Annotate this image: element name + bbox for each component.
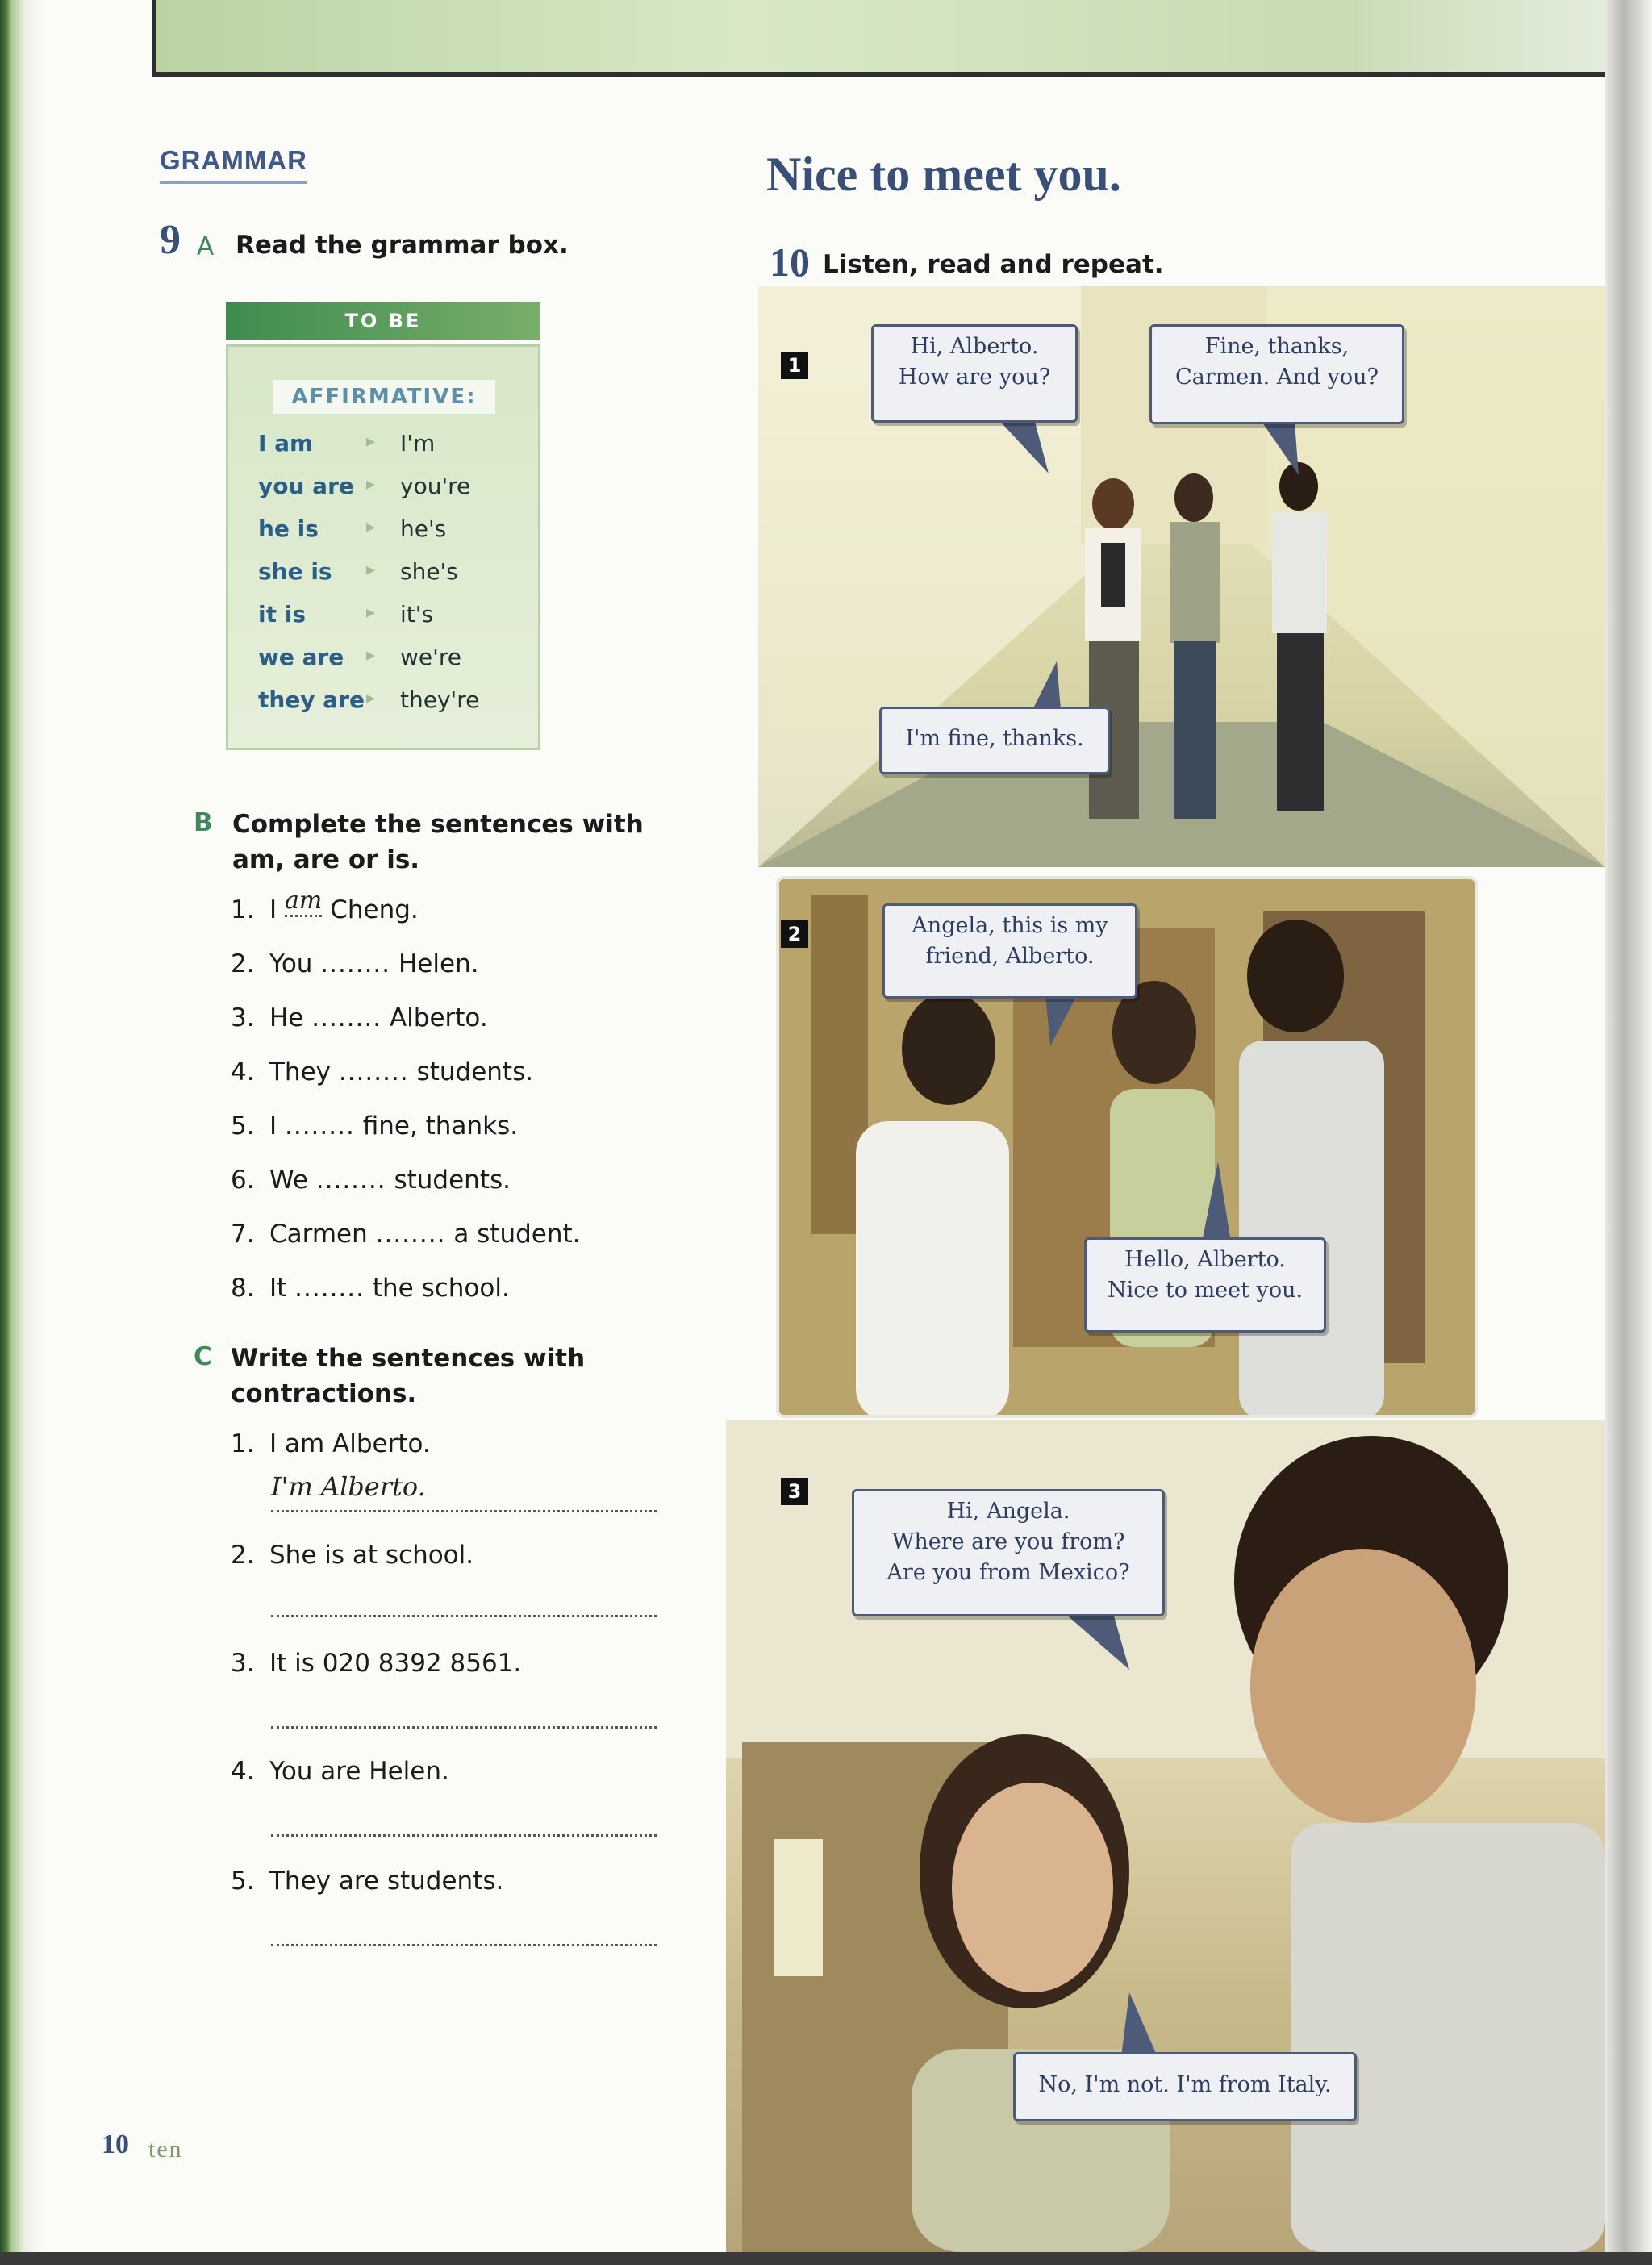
conjugation-short: he's bbox=[400, 515, 447, 542]
conjugation-full: I am bbox=[258, 430, 314, 457]
page-number-word: ten bbox=[148, 2136, 183, 2163]
speech-bubble: Fine, thanks, Carmen. And you? bbox=[1149, 324, 1404, 424]
list-item: 2. You ........ Helen. bbox=[231, 949, 479, 978]
list-item: 7. Carmen ........ a student. bbox=[231, 1220, 581, 1249]
arrow-icon: ▸ bbox=[366, 688, 376, 708]
exercise-number: 9 bbox=[160, 217, 181, 263]
grammar-box bbox=[226, 302, 540, 750]
exercise-letter: A bbox=[197, 232, 215, 261]
panel-number: 2 bbox=[781, 920, 808, 948]
conjugation-short: we're bbox=[400, 644, 461, 670]
speech-bubble: I'm fine, thanks. bbox=[879, 707, 1110, 774]
header-banner bbox=[152, 0, 1628, 77]
panel-number: 1 bbox=[781, 352, 808, 379]
conjugation-short: I'm bbox=[400, 430, 436, 457]
speech-bubble: Hi, Alberto. How are you? bbox=[871, 324, 1078, 423]
bubble-tail bbox=[1262, 423, 1303, 479]
exercise-number: 10 bbox=[770, 240, 810, 285]
arrow-icon: ▸ bbox=[366, 517, 376, 537]
handwritten-answer: am bbox=[285, 886, 322, 917]
speech-bubble: Hi, Angela. Where are you from? Are you from Mexico? bbox=[852, 1489, 1165, 1616]
bubble-tail bbox=[992, 413, 1049, 478]
conjugation-full: you are bbox=[258, 473, 354, 499]
list-item: 1. I am Alberto. bbox=[231, 1429, 431, 1458]
exercise-instruction: Write the sentences with contractions. bbox=[231, 1344, 586, 1408]
answer-line[interactable] bbox=[271, 1613, 657, 1617]
arrow-icon: ▸ bbox=[366, 645, 376, 665]
page-binding bbox=[0, 0, 42, 2265]
page-bottom-edge bbox=[0, 2252, 1652, 2265]
answer-blank[interactable]: ........ bbox=[320, 949, 391, 978]
list-item: 1. I am Cheng. bbox=[231, 886, 419, 924]
conjugation-short: she's bbox=[400, 558, 458, 585]
list-item: 3. He ........ Alberto. bbox=[231, 1003, 488, 1032]
conjugation-short: they're bbox=[400, 686, 480, 713]
exercise-letter: C bbox=[194, 1342, 212, 1371]
bubble-tail bbox=[1024, 661, 1065, 710]
answer-line[interactable] bbox=[271, 1942, 657, 1946]
conjugation-full: it is bbox=[258, 601, 306, 628]
conjugation-full: he is bbox=[258, 515, 319, 542]
handwritten-answer: I'm Alberto. bbox=[271, 1471, 426, 1502]
speech-bubble: No, I'm not. I'm from Italy. bbox=[1013, 2052, 1357, 2121]
list-item: 4. You are Helen. bbox=[231, 1757, 449, 1786]
section-title: GRAMMAR bbox=[160, 145, 307, 184]
arrow-icon: ▸ bbox=[366, 603, 376, 623]
page-title: Nice to meet you. bbox=[766, 148, 1121, 201]
bubble-tail bbox=[1121, 1992, 1162, 2057]
speech-bubble: Hello, Alberto. Nice to meet you. bbox=[1084, 1237, 1326, 1333]
answer-blank[interactable]: ........ bbox=[294, 1274, 365, 1303]
bubble-tail bbox=[1065, 1613, 1137, 1674]
conjugation-full: they are bbox=[258, 686, 365, 713]
list-item: 2. She is at school. bbox=[231, 1541, 474, 1570]
exercise-instruction: Read the grammar box. bbox=[236, 231, 569, 260]
answer-line[interactable] bbox=[271, 1833, 657, 1837]
conjugation-short: you're bbox=[400, 473, 471, 499]
panel-number: 3 bbox=[781, 1478, 808, 1505]
list-item: 4. They ........ students. bbox=[231, 1057, 534, 1087]
answer-blank[interactable]: ........ bbox=[315, 1166, 386, 1195]
exercise-letter: B bbox=[194, 808, 213, 837]
page-number: 10 bbox=[102, 2129, 129, 2159]
list-item: 3. It is 020 8392 8561. bbox=[231, 1649, 522, 1678]
exercise-instruction: Listen, read and repeat. bbox=[823, 250, 1164, 279]
grammar-box-subtitle: AFFIRMATIVE: bbox=[273, 380, 495, 414]
answer-blank[interactable]: ........ bbox=[311, 1003, 382, 1032]
answer-line[interactable] bbox=[271, 1508, 657, 1512]
grammar-box-title: TO BE bbox=[226, 302, 540, 340]
speech-bubble: Angela, this is my friend, Alberto. bbox=[882, 903, 1137, 999]
arrow-icon: ▸ bbox=[366, 432, 376, 452]
answer-line[interactable] bbox=[271, 1725, 657, 1729]
conjugation-short: it's bbox=[400, 601, 434, 628]
conjugation-full: we are bbox=[258, 644, 344, 670]
page-edge bbox=[1605, 0, 1652, 2265]
bubble-tail bbox=[1045, 994, 1086, 1050]
answer-blank[interactable]: ........ bbox=[338, 1057, 409, 1087]
answer-blank[interactable]: ........ bbox=[285, 1112, 355, 1141]
arrow-icon: ▸ bbox=[366, 560, 376, 580]
conjugation-full: she is bbox=[258, 558, 332, 585]
list-item: 8. It ........ the school. bbox=[231, 1274, 510, 1303]
answer-blank[interactable]: ........ bbox=[375, 1220, 446, 1249]
bubble-tail bbox=[1202, 1162, 1234, 1242]
exercise-instruction: Complete the sentences with am, are or is. bbox=[232, 810, 644, 874]
list-item: 5. I ........ fine, thanks. bbox=[231, 1112, 519, 1141]
arrow-icon: ▸ bbox=[366, 474, 376, 494]
list-item: 6. We ........ students. bbox=[231, 1166, 511, 1195]
list-item: 5. They are students. bbox=[231, 1867, 504, 1896]
